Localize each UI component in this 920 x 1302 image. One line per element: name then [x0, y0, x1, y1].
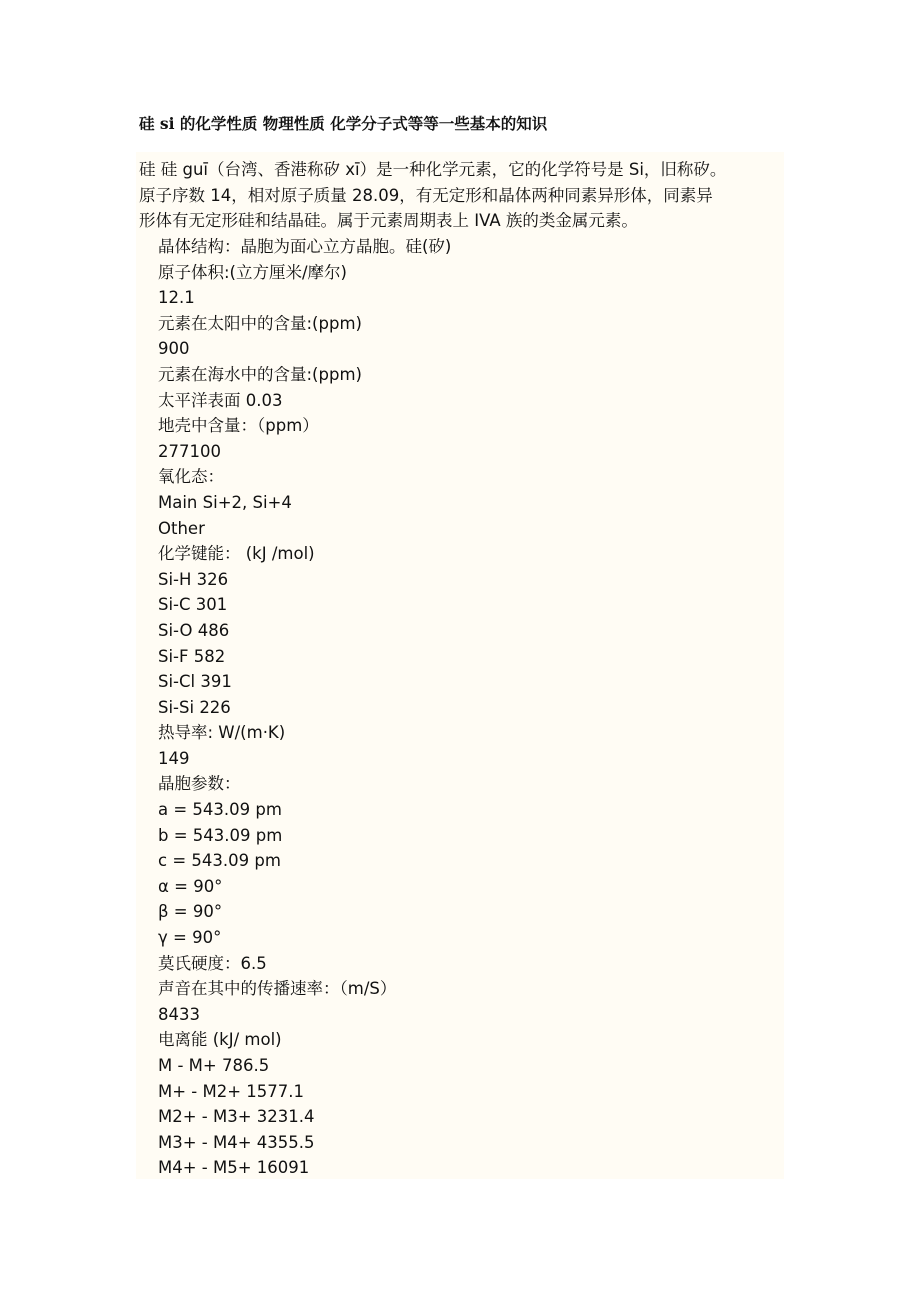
property-line: 氧化态：	[158, 467, 224, 487]
property-line: γ = 90°	[158, 928, 222, 948]
property-line: 277100	[158, 441, 221, 461]
property-line: Si-Cl 391	[158, 672, 232, 692]
property-line: 元素在海水中的含量:(ppm)	[158, 364, 362, 384]
property-line: 900	[158, 339, 190, 359]
property-line: Si-F 582	[158, 646, 226, 666]
property-line: α = 90°	[158, 876, 223, 896]
property-line: 化学键能： (kJ /mol)	[158, 544, 315, 564]
property-line: 电离能 (kJ/ mol)	[158, 1030, 282, 1050]
property-line: a = 543.09 pm	[158, 800, 282, 820]
property-line: M+ - M2+ 1577.1	[158, 1081, 305, 1101]
property-line: 149	[158, 748, 190, 768]
property-line: 晶体结构：晶胞为面心立方晶胞。硅(矽)	[158, 237, 452, 256]
property-line: 热导率: W/(m·K)	[158, 723, 286, 743]
property-line: 元素在太阳中的含量:(ppm)	[158, 313, 362, 333]
property-line: Si-C 301	[158, 595, 228, 615]
intro-line: 硅 硅 guī（台湾、香港称矽 xī）是一种化学元素，它的化学符号是 Si，旧称矽。	[139, 160, 727, 179]
property-line: 莫氏硬度：6.5	[158, 953, 267, 973]
property-line: M - M+ 786.5	[158, 1056, 270, 1075]
property-line: M4+ - M5+ 16091	[158, 1158, 310, 1178]
property-line: β = 90°	[158, 902, 223, 922]
property-line: c = 543.09 pm	[158, 851, 281, 871]
property-line: Main Si+2, Si+4	[158, 492, 292, 512]
property-line: M3+ - M4+ 4355.5	[158, 1132, 315, 1152]
property-line: M2+ - M3+ 3231.4	[158, 1107, 315, 1127]
page-title: 硅 si 的化学性质 物理性质 化学分子式等等一些基本的知识	[139, 114, 548, 133]
property-line: Si-O 486	[158, 620, 230, 640]
property-line: 地壳中含量：（ppm）	[158, 416, 319, 436]
property-line: Si-Si 226	[158, 697, 231, 717]
property-line: Other	[158, 518, 205, 538]
intro-line: 形体有无定形硅和结晶硅。属于元素周期表上 IVA 族的类金属元素。	[139, 211, 638, 230]
property-line: 太平洋表面 0.03	[158, 390, 283, 410]
property-list	[158, 234, 451, 1181]
property-line: b = 543.09 pm	[158, 825, 283, 845]
property-line: 12.1	[158, 288, 195, 308]
property-line: Si-H 326	[158, 569, 229, 589]
property-line: 8433	[158, 1004, 200, 1024]
property-line: 声音在其中的传播速率：（m/S）	[158, 979, 397, 999]
intro-line: 原子序数 14，相对原子质量 28.09，有无定形和晶体两种同素异形体，同素异	[139, 185, 713, 205]
property-line: 原子体积:(立方厘米/摩尔)	[158, 262, 347, 282]
property-line: 晶胞参数：	[158, 774, 241, 794]
intro-paragraph	[139, 157, 787, 234]
